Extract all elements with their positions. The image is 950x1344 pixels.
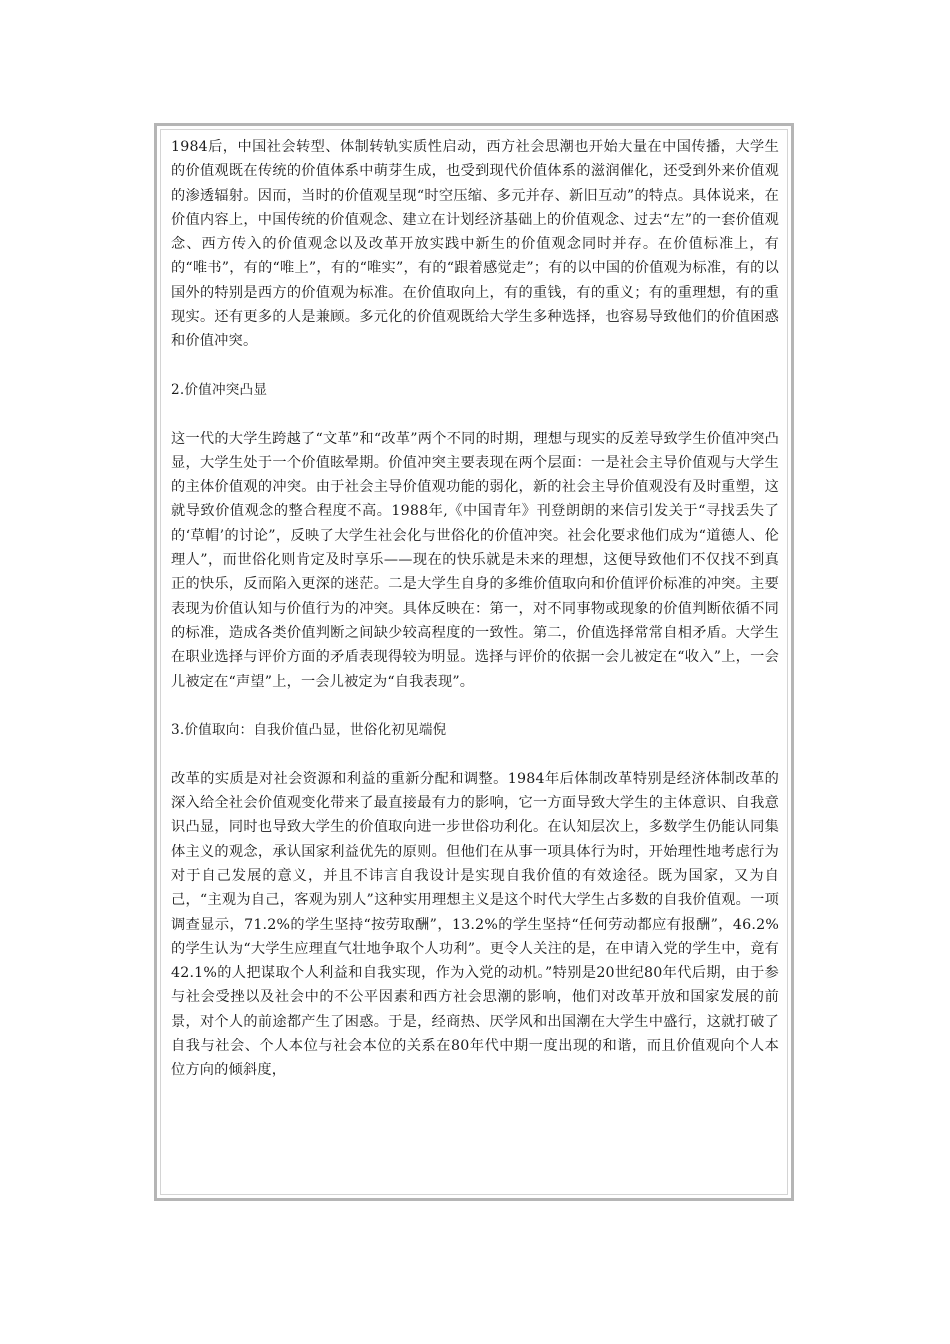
paragraph-value-pluralism: 1984后，中国社会转型、体制转轨实质性启动，西方社会思潮也开始大量在中国传播，大学生的价值观既在传统的价值体系中萌芽生成，也受到现代价值体系的滋润催化，还受到外来价值观的渗透辐射。因而，当时的价值观呈现“时空压缩、多元并存、新旧互动”的特点。具体说来，在价值内容上，中国传统的价值观念、建立在计划经济基础上的价值观念、过去“左”的一套价值观念、西方传入的价值观念以及改革开放实践中新生的价值观念同时并存。在价值标准上，有的“唯书”，有的“唯上”，有的“唯实”，有的“跟着感觉走”；有的以中国的价值观为标准，有的以国外的特别是西方的价值观为标准。在价值取向上，有的重钱，有的重义；有的重理想，有的重现实。还有更多的人是兼顾。多元化的价值观既给大学生多种选择，也容易导致他们的价值困惑和价值冲突。 — [171, 139, 779, 350]
section-heading-value-orientation: 3.价值取向：自我价值凸显，世俗化初见端倪 — [171, 722, 447, 739]
document-body — [161, 130, 787, 1083]
paragraph-value-conflict: 这一代的大学生跨越了“文革”和“改革”两个不同的时期，理想与现实的反差导致学生价值冲突凸显，大学生处于一个价值眩晕期。价值冲突主要表现在两个层面：一是社会主导价值观与大学生的主体价值观的冲突。由于社会主导价值观功能的弱化，新的社会主导价值观没有及时重塑，这就导致价值观念的整合程度不高。1988年,《中国青年》刊登朗朗的来信引发关于“寻找丢失了的‘草帽’的讨论”，反映了大学生社会化与世俗化的价值冲突。社会化要求他们成为“道德人、伦理人”，而世俗化则肯定及时享乐——现在的快乐就是未来的理想，这便导致他们不仅找不到真正的快乐，反而陷入更深的迷茫。二是大学生自身的多维价值取向和价值评价标准的冲突。主要表现为价值认知与价值行为的冲突。具体反映在：第一，对不同事物或现象的价值判断依循不同的标准，造成各类价值判断之间缺少较高程度的一致性。第二，价值选择常常自相矛盾。大学生在职业选择与评价方面的矛盾表现得较为明显。选择与评价的依据一会儿被定在“收入”上，一会儿被定在“声望”上，一会儿被定为“自我表现”。 — [171, 430, 779, 690]
document-frame — [154, 123, 794, 1201]
document-inner-border — [160, 129, 788, 1195]
paragraph-value-orientation: 改革的实质是对社会资源和利益的重新分配和调整。1984年后体制改革特别是经济体制改革的深入给全社会价值观变化带来了最直接最有力的影响，它一方面导致大学生的主体意识、自我意识凸显，同时也导致大学生的价值取向进一步世俗功利化。在认知层次上，多数学生仍能认同集体主义的观念，承认国家利益优先的原则。但他们在从事一项具体行为时，开始理性地考虑行为对于自己发展的意义，并且不讳言自我设计是实现自我价值的有效途径。既为国家，又为自己，“主观为自己，客观为别人”这种实用理想主义是这个时代大学生占多数的自我价值观。一项调查显示，71.2%的学生坚持“按劳取酬”，13.2%的学生坚持“任何劳动都应有报酬”，46.2%的学生认为“大学生应理直气壮地争取个人功利”。更令人关注的是，在申请入党的学生中，竟有42.1%的人把谋取个人利益和自我实现，作为入党的动机。”特别是20世纪80年代后期，由于参与社会受挫以及社会中的不公平因素和西方社会思潮的影响，他们对改革开放和国家发展的前景，对个人的前途都产生了困惑。于是，经商热、厌学风和出国潮在大学生中盛行，这就打破了自我与社会、个人本位与社会本位的关系在80年代中期一度出现的和谐，而且价值观向个人本位方向的倾斜度， — [171, 770, 779, 1079]
section-heading-value-conflict: 2.价值冲突凸显 — [171, 381, 268, 398]
